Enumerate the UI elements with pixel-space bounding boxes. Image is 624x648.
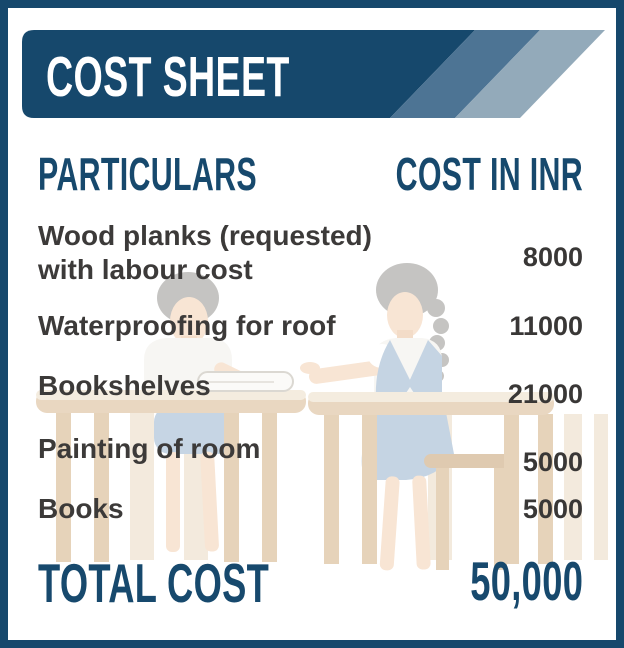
row-value-bookshelves: 21000 — [507, 379, 583, 409]
row-value-waterproofing: 11000 — [509, 311, 583, 341]
row-label-books: Books — [38, 493, 124, 524]
row-value-wood-planks: 8000 — [522, 242, 583, 272]
total-label: TOTAL COST — [38, 552, 270, 614]
column-header-cost: COST IN INR — [395, 148, 583, 200]
row-label-bookshelves: Bookshelves — [38, 370, 211, 401]
row-label-painting: Painting of room — [38, 433, 261, 464]
row-label-wood-planks: Wood planks (requested) with labour cost — [38, 220, 372, 285]
column-header-particulars: PARTICULARS — [38, 148, 257, 200]
total-value: 50,000 — [469, 550, 583, 612]
row-value-painting: 5000 — [522, 447, 583, 477]
page-title: COST SHEET — [46, 45, 290, 109]
row-value-books: 5000 — [522, 494, 583, 524]
row-label-waterproofing: Waterproofing for roof — [38, 310, 336, 341]
